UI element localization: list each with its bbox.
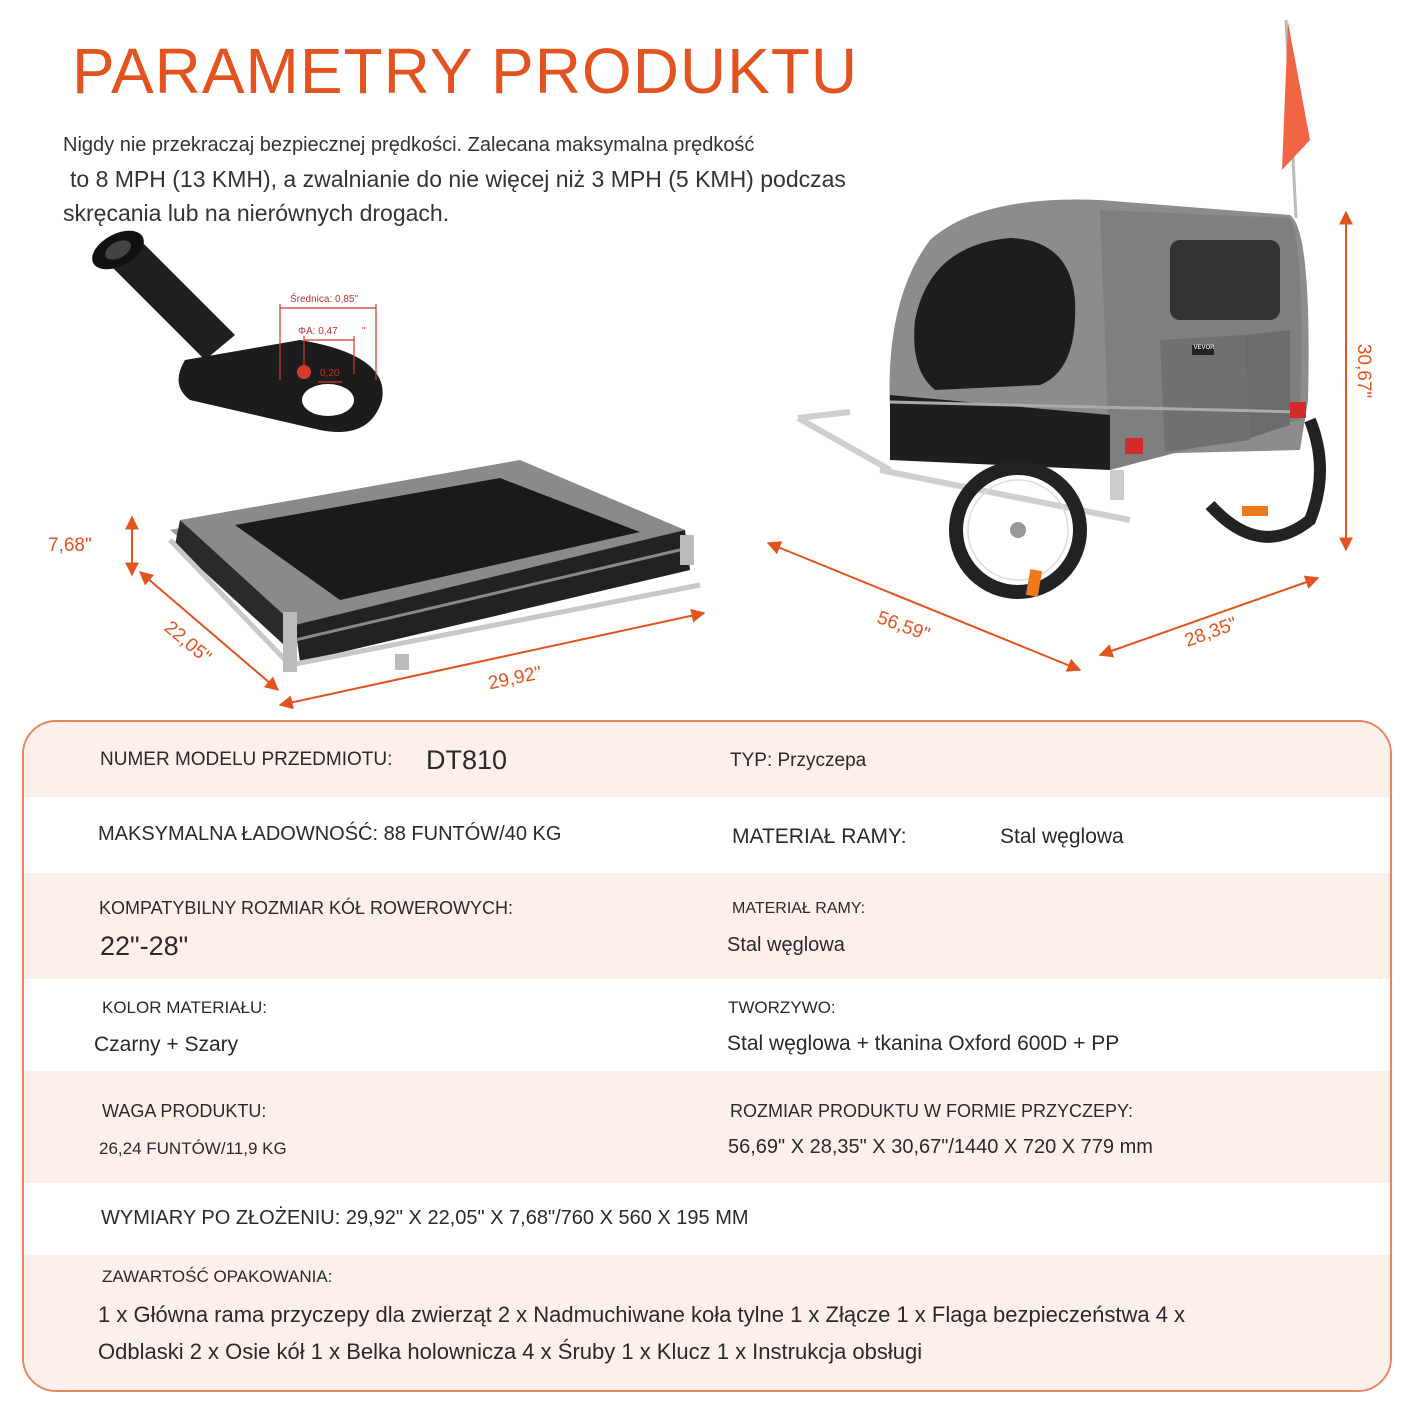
spec-row-package [24,1255,1390,1390]
folded-depth-label: 22,05" [159,617,216,669]
trailer-width-label: 28,35" [1181,613,1241,652]
package-label: ZAWARTOŚĆ OPAKOWANIA: [102,1267,333,1286]
folded-width-label: 29,92" [486,662,544,695]
model-label: NUMER MODELU PRZEDMIOTU: [100,749,393,770]
hitch-quote-mark: " [362,326,366,337]
hitch-coupler-image [86,223,383,432]
spec-row-wheels [24,873,1390,979]
frame-material-value: Stal węglowa [1000,825,1124,848]
page-title: PARAMETRY PRODUKTU [72,35,859,107]
hitch-thickness-label: 0,20 [320,368,340,379]
trailer-length-label: 56,59" [874,607,933,646]
frame-material-label: MATERIAŁ RAMY: [732,825,907,848]
spec-row-weight [24,1071,1390,1183]
specifications-panel [22,720,1392,1392]
hitch-diameter-label: Średnica: 0,85" [290,294,359,305]
max-load: MAKSYMALNA ŁADOWNOŚĆ: 88 FUNTÓW/40 KG [98,823,562,845]
weight-label: WAGA PRODUKTU: [102,1101,267,1121]
assembled-trailer-image [798,20,1320,597]
hitch-phi-label: ΦA: 0,47 [298,326,338,337]
color-value: Czarny + Szary [94,1033,239,1056]
folded-height-label: 7,68" [48,535,92,556]
weight-value: 26,24 FUNTÓW/11,9 KG [99,1139,287,1158]
package-contents-line-1: 1 x Główna rama przyczepy dla zwierząt 2 x Nadmuchiwane koła tylne 1 x Złącze 1 x Flaga bezpieczeństwa 4 x [98,1302,1186,1327]
frame-material-label-2: MATERIAŁ RAMY: [732,900,866,917]
trailer-size-label: ROZMIAR PRODUKTU W FORMIE PRZYCZEPY: [730,1101,1134,1121]
folded-size: WYMIARY PO ZŁOŻENIU: 29,92" X 22,05" X 7,68"/760 X 560 X 195 MM [101,1207,749,1229]
folded-trailer-image [170,460,700,672]
intro-text-line-2: to 8 MPH (13 KMH), a zwalnianie do nie więcej niż 3 MPH (5 KMH) podczas [70,166,846,192]
plastic-value: Stal węglowa + tkanina Oxford 600D + PP [727,1032,1120,1055]
trailer-height-label: 30,67" [1353,343,1375,399]
intro-text-line-3: skręcania lub na nierównych drogach. [63,200,450,226]
spec-row-load [24,797,1390,873]
spec-row-model [24,722,1390,797]
frame-material-value-2: Stal węglowa [727,934,845,956]
spec-row-color [24,979,1390,1071]
package-contents-line-2: Odblaski 2 x Osie kół 1 x Belka holownicza 4 x Śruby 1 x Klucz 1 x Instrukcja obsługi [98,1339,923,1364]
trailer-size-value: 56,69" X 28,35" X 30,67"/1440 X 720 X 779 mm [728,1136,1153,1158]
plastic-label: TWORZYWO: [728,998,836,1017]
brand-tag: VEVOR [1193,345,1215,351]
intro-text-line-1: Nigdy nie przekraczaj bezpiecznej prędkości. Zalecana maksymalna prędkość [63,134,755,156]
wheel-size-label: KOMPATYBILNY ROZMIAR KÓŁ ROWEROWYCH: [99,898,514,918]
type-label: TYP: Przyczepa [730,750,867,771]
model-value: DT810 [426,745,508,775]
spec-row-folded [24,1183,1390,1255]
wheel-size-value: 22"-28" [100,931,189,961]
color-label: KOLOR MATERIAŁU: [102,998,267,1017]
